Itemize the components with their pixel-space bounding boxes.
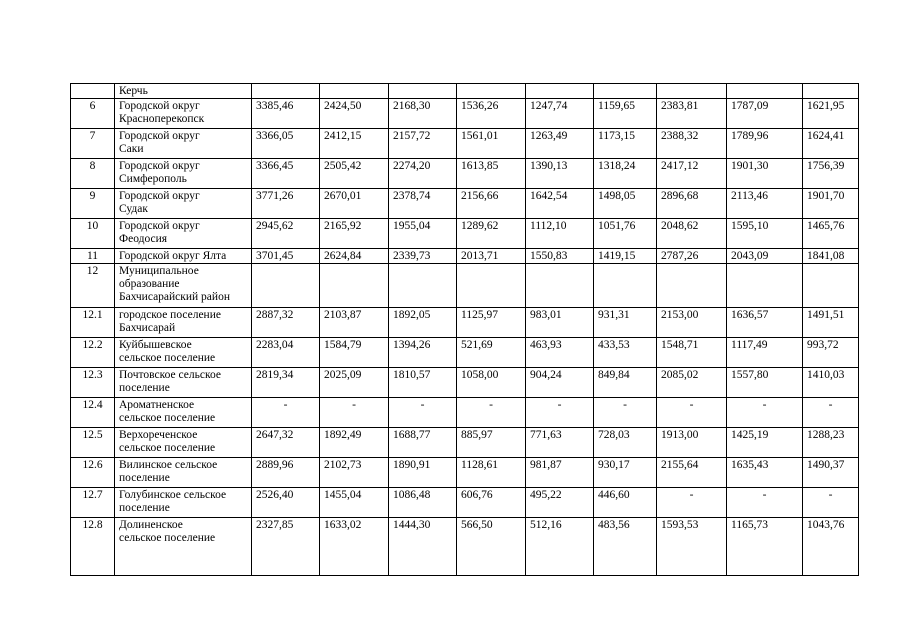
value-cell: 2165,92 — [320, 219, 389, 249]
value-cell: - — [594, 398, 657, 428]
value-cell: 1557,80 — [727, 368, 803, 398]
value-cell: 2624,84 — [320, 249, 389, 264]
value-cell: 1536,26 — [457, 99, 526, 129]
table-row — [71, 84, 859, 99]
value-cell: 2819,34 — [252, 368, 320, 398]
value-cell: 885,97 — [457, 428, 526, 458]
value-cell: 1561,01 — [457, 129, 526, 159]
value-cell: - — [803, 488, 859, 518]
value-cell: 728,03 — [594, 428, 657, 458]
name-line: Красноперекопск — [119, 113, 205, 125]
value-cell — [252, 264, 320, 308]
value-cell: 1593,53 — [657, 518, 727, 576]
name-line: Городской округ — [119, 100, 200, 112]
table-row — [71, 368, 859, 398]
name-line: Судак — [119, 203, 148, 215]
value-cell: - — [657, 488, 727, 518]
row-number: 8 — [71, 159, 115, 189]
value-cell: 2787,26 — [657, 249, 727, 264]
municipality-name — [115, 264, 252, 308]
value-cell: 3771,26 — [252, 189, 320, 219]
value-cell: 2388,32 — [657, 129, 727, 159]
value-cell: 1394,26 — [389, 338, 457, 368]
value-cell — [803, 84, 859, 99]
value-cell: 2327,85 — [252, 518, 320, 576]
table-row — [71, 264, 859, 308]
municipality-name — [115, 488, 252, 518]
row-number: 12.3 — [71, 368, 115, 398]
row-number: 7 — [71, 129, 115, 159]
value-cell: 521,69 — [457, 338, 526, 368]
table-row — [71, 159, 859, 189]
municipality-name — [115, 368, 252, 398]
value-cell: 2887,32 — [252, 308, 320, 338]
value-cell: 512,16 — [526, 518, 594, 576]
value-cell — [389, 264, 457, 308]
value-cell: - — [457, 398, 526, 428]
value-cell: 2383,81 — [657, 99, 727, 129]
value-cell: 2339,73 — [389, 249, 457, 264]
value-cell: 433,53 — [594, 338, 657, 368]
value-cell: 981,87 — [526, 458, 594, 488]
value-cell: 3366,05 — [252, 129, 320, 159]
table-row — [71, 338, 859, 368]
value-cell: 1410,03 — [803, 368, 859, 398]
value-cell: 2274,20 — [389, 159, 457, 189]
row-number: 12.4 — [71, 398, 115, 428]
value-cell: 2424,50 — [320, 99, 389, 129]
value-cell: 1043,76 — [803, 518, 859, 576]
value-cell: 993,72 — [803, 338, 859, 368]
value-cell: 1498,05 — [594, 189, 657, 219]
value-cell: 1112,10 — [526, 219, 594, 249]
municipality-name — [115, 518, 252, 576]
value-cell: 1173,15 — [594, 129, 657, 159]
value-cell — [657, 84, 727, 99]
value-cell: 2113,46 — [727, 189, 803, 219]
value-cell: 1159,65 — [594, 99, 657, 129]
value-cell — [526, 84, 594, 99]
value-cell: 849,84 — [594, 368, 657, 398]
municipality-name — [115, 458, 252, 488]
value-cell: 2153,00 — [657, 308, 727, 338]
name-line: городское поселение — [119, 309, 221, 321]
value-cell: 771,63 — [526, 428, 594, 458]
value-cell: 2157,72 — [389, 129, 457, 159]
value-cell: 2670,01 — [320, 189, 389, 219]
name-line: Верхореченское — [119, 429, 198, 441]
table-row — [71, 249, 859, 264]
value-cell: 1288,23 — [803, 428, 859, 458]
value-cell: - — [803, 398, 859, 428]
value-cell: - — [389, 398, 457, 428]
value-cell: 2013,71 — [457, 249, 526, 264]
value-cell: 1621,95 — [803, 99, 859, 129]
table-row — [71, 308, 859, 338]
value-cell: 1584,79 — [320, 338, 389, 368]
municipality-name — [115, 189, 252, 219]
value-cell: 1595,10 — [727, 219, 803, 249]
name-line: сельское поселение — [119, 442, 216, 454]
value-cell: 1789,96 — [727, 129, 803, 159]
value-cell: 2896,68 — [657, 189, 727, 219]
row-number: 12.8 — [71, 518, 115, 576]
value-cell: 1390,13 — [526, 159, 594, 189]
value-cell — [727, 264, 803, 308]
value-cell: 1550,83 — [526, 249, 594, 264]
value-cell: 1058,00 — [457, 368, 526, 398]
value-cell: 2889,96 — [252, 458, 320, 488]
value-cell: 2412,15 — [320, 129, 389, 159]
name-line: Почтовское сельское — [119, 369, 221, 381]
value-cell: 1613,85 — [457, 159, 526, 189]
name-line: Городской округ — [119, 190, 200, 202]
value-cell — [320, 84, 389, 99]
name-line: Долиненское — [119, 519, 183, 531]
value-cell — [526, 264, 594, 308]
value-cell: 904,24 — [526, 368, 594, 398]
value-cell: 1125,97 — [457, 308, 526, 338]
value-cell: 1901,70 — [803, 189, 859, 219]
municipality-name — [115, 219, 252, 249]
value-cell: - — [657, 398, 727, 428]
row-number: 12.2 — [71, 338, 115, 368]
table-row — [71, 219, 859, 249]
table-body — [71, 84, 859, 576]
value-cell: 930,17 — [594, 458, 657, 488]
name-line: сельское поселение — [119, 532, 216, 544]
data-table — [70, 83, 859, 576]
value-cell: 2156,66 — [457, 189, 526, 219]
value-cell: 1636,57 — [727, 308, 803, 338]
row-number: 12.1 — [71, 308, 115, 338]
value-cell: 1892,05 — [389, 308, 457, 338]
value-cell: 3701,45 — [252, 249, 320, 264]
row-number: 10 — [71, 219, 115, 249]
name-line: Городской округ — [119, 220, 200, 232]
value-cell: 2505,42 — [320, 159, 389, 189]
value-cell: 1756,39 — [803, 159, 859, 189]
value-cell: 2155,64 — [657, 458, 727, 488]
table-row — [71, 458, 859, 488]
value-cell: 1491,51 — [803, 308, 859, 338]
value-cell: 1263,49 — [526, 129, 594, 159]
value-cell: - — [526, 398, 594, 428]
value-cell: 1318,24 — [594, 159, 657, 189]
value-cell: 1890,91 — [389, 458, 457, 488]
value-cell: 1635,43 — [727, 458, 803, 488]
value-cell: 2048,62 — [657, 219, 727, 249]
name-line: Симферополь — [119, 173, 187, 185]
value-cell: 3366,45 — [252, 159, 320, 189]
value-cell: 566,50 — [457, 518, 526, 576]
name-line: образование — [119, 278, 180, 290]
name-line: Феодосия — [119, 233, 168, 245]
value-cell: - — [320, 398, 389, 428]
value-cell: 2102,73 — [320, 458, 389, 488]
name-line: Саки — [119, 143, 144, 155]
municipality-name — [115, 308, 252, 338]
municipality-name — [115, 159, 252, 189]
value-cell: - — [727, 488, 803, 518]
table-row — [71, 518, 859, 576]
value-cell: 1425,19 — [727, 428, 803, 458]
name-line: Бахчисарайский район — [119, 291, 230, 303]
value-cell: 3385,46 — [252, 99, 320, 129]
value-cell: 1051,76 — [594, 219, 657, 249]
municipality-name — [115, 99, 252, 129]
name-line: Ароматненское — [119, 399, 195, 411]
value-cell: 2283,04 — [252, 338, 320, 368]
value-cell — [803, 264, 859, 308]
value-cell: 1955,04 — [389, 219, 457, 249]
row-number — [71, 84, 115, 99]
value-cell: 2526,40 — [252, 488, 320, 518]
value-cell — [657, 264, 727, 308]
value-cell: 2378,74 — [389, 189, 457, 219]
value-cell: 1913,00 — [657, 428, 727, 458]
value-cell: 2417,12 — [657, 159, 727, 189]
name-line: Голубинское сельское — [119, 489, 227, 501]
value-cell — [727, 84, 803, 99]
name-line: поселение — [119, 502, 170, 514]
table-row — [71, 99, 859, 129]
table-row — [71, 129, 859, 159]
value-cell — [389, 84, 457, 99]
value-cell: 1086,48 — [389, 488, 457, 518]
row-number: 12 — [71, 264, 115, 308]
value-cell: - — [252, 398, 320, 428]
value-cell: 1901,30 — [727, 159, 803, 189]
value-cell: 495,22 — [526, 488, 594, 518]
municipality-name — [115, 338, 252, 368]
value-cell — [252, 84, 320, 99]
value-cell: 2085,02 — [657, 368, 727, 398]
table-row — [71, 428, 859, 458]
municipality-name — [115, 84, 252, 99]
value-cell — [594, 84, 657, 99]
name-line: поселение — [119, 472, 170, 484]
municipality-name — [115, 129, 252, 159]
value-cell: 1419,15 — [594, 249, 657, 264]
row-number: 11 — [71, 249, 115, 264]
value-cell: 2043,09 — [727, 249, 803, 264]
name-line: сельское поселение — [119, 352, 216, 364]
name-line: сельское поселение — [119, 412, 216, 424]
name-line: Городской округ — [119, 160, 200, 172]
name-line: Куйбышевское — [119, 339, 192, 351]
value-cell: 1688,77 — [389, 428, 457, 458]
value-cell — [457, 264, 526, 308]
value-cell: 463,93 — [526, 338, 594, 368]
value-cell: 931,31 — [594, 308, 657, 338]
value-cell: 1455,04 — [320, 488, 389, 518]
name-line: Городской округ — [119, 130, 200, 142]
name-line: Бахчисарай — [119, 322, 176, 334]
value-cell: 2168,30 — [389, 99, 457, 129]
row-number: 12.7 — [71, 488, 115, 518]
name-line: поселение — [119, 382, 170, 394]
value-cell: 1289,62 — [457, 219, 526, 249]
name-line: Керчь — [119, 85, 148, 97]
table-row — [71, 398, 859, 428]
row-number: 9 — [71, 189, 115, 219]
municipality-name — [115, 249, 252, 264]
value-cell: 1787,09 — [727, 99, 803, 129]
value-cell: 983,01 — [526, 308, 594, 338]
value-cell — [320, 264, 389, 308]
value-cell: 1444,30 — [389, 518, 457, 576]
name-line: Вилинское сельское — [119, 459, 218, 471]
value-cell: 1810,57 — [389, 368, 457, 398]
value-cell: 1548,71 — [657, 338, 727, 368]
name-line: Городской округ Ялта — [119, 250, 227, 262]
value-cell: 2647,32 — [252, 428, 320, 458]
municipality-name — [115, 398, 252, 428]
row-number: 12.6 — [71, 458, 115, 488]
value-cell: 1892,49 — [320, 428, 389, 458]
value-cell: 1624,41 — [803, 129, 859, 159]
value-cell: 483,56 — [594, 518, 657, 576]
value-cell: 1642,54 — [526, 189, 594, 219]
value-cell: - — [727, 398, 803, 428]
table-row — [71, 488, 859, 518]
value-cell: 1128,61 — [457, 458, 526, 488]
value-cell: 2025,09 — [320, 368, 389, 398]
municipality-name — [115, 428, 252, 458]
value-cell: 1247,74 — [526, 99, 594, 129]
row-number: 6 — [71, 99, 115, 129]
value-cell: 606,76 — [457, 488, 526, 518]
name-line: Муниципальное — [119, 265, 199, 277]
row-number: 12.5 — [71, 428, 115, 458]
value-cell: 1490,37 — [803, 458, 859, 488]
value-cell — [457, 84, 526, 99]
value-cell: 1165,73 — [727, 518, 803, 576]
value-cell: 1633,02 — [320, 518, 389, 576]
table-row — [71, 189, 859, 219]
value-cell: 446,60 — [594, 488, 657, 518]
value-cell: 2945,62 — [252, 219, 320, 249]
value-cell — [594, 264, 657, 308]
value-cell: 2103,87 — [320, 308, 389, 338]
value-cell: 1841,08 — [803, 249, 859, 264]
value-cell: 1117,49 — [727, 338, 803, 368]
value-cell: 1465,76 — [803, 219, 859, 249]
